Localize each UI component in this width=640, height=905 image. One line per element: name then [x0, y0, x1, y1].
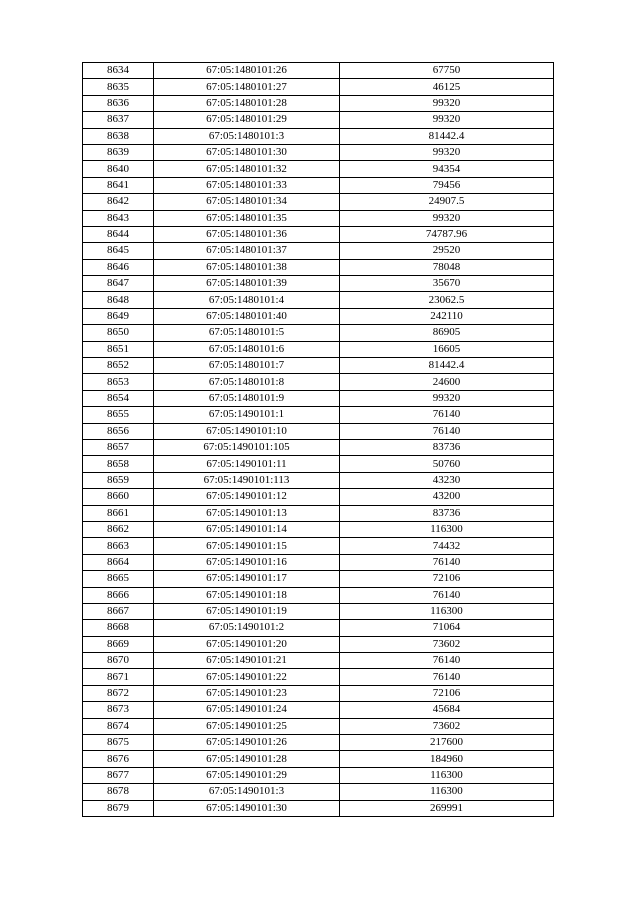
cadastral-number-cell: 67:05:1490101:29 [154, 767, 340, 783]
table-row [83, 177, 554, 193]
table-row [83, 423, 554, 439]
cadastral-number-cell: 67:05:1480101:34 [154, 194, 340, 210]
table-row [83, 292, 554, 308]
cadastral-number-cell: 67:05:1480101:9 [154, 390, 340, 406]
row-number-cell: 8666 [83, 587, 154, 603]
cadastral-number-cell: 67:05:1490101:20 [154, 636, 340, 652]
value-cell: 79456 [340, 177, 554, 193]
table-row [83, 456, 554, 472]
cadastral-number-cell: 67:05:1480101:32 [154, 161, 340, 177]
value-cell: 73602 [340, 636, 554, 652]
row-number-cell: 8651 [83, 341, 154, 357]
value-cell: 116300 [340, 767, 554, 783]
cadastral-number-cell: 67:05:1490101:25 [154, 718, 340, 734]
cadastral-number-cell: 67:05:1480101:6 [154, 341, 340, 357]
row-number-cell: 8655 [83, 407, 154, 423]
value-cell: 76140 [340, 423, 554, 439]
table-row [83, 259, 554, 275]
table-row [83, 472, 554, 488]
row-number-cell: 8657 [83, 439, 154, 455]
table-row [83, 226, 554, 242]
row-number-cell: 8643 [83, 210, 154, 226]
value-cell: 29520 [340, 243, 554, 259]
value-cell: 184960 [340, 751, 554, 767]
row-number-cell: 8645 [83, 243, 154, 259]
table-row [83, 653, 554, 669]
row-number-cell: 8659 [83, 472, 154, 488]
cadastral-number-cell: 67:05:1490101:13 [154, 505, 340, 521]
row-number-cell: 8672 [83, 685, 154, 701]
row-number-cell: 8678 [83, 784, 154, 800]
row-number-cell: 8634 [83, 63, 154, 79]
row-number-cell: 8664 [83, 554, 154, 570]
table-row [83, 489, 554, 505]
row-number-cell: 8673 [83, 702, 154, 718]
table-row [83, 800, 554, 816]
value-cell: 23062.5 [340, 292, 554, 308]
table-row [83, 784, 554, 800]
row-number-cell: 8648 [83, 292, 154, 308]
cadastral-number-cell: 67:05:1480101:33 [154, 177, 340, 193]
value-cell: 16605 [340, 341, 554, 357]
table-row [83, 767, 554, 783]
table-row [83, 79, 554, 95]
cadastral-number-cell: 67:05:1490101:17 [154, 571, 340, 587]
row-number-cell: 8679 [83, 800, 154, 816]
value-cell: 72106 [340, 685, 554, 701]
row-number-cell: 8662 [83, 521, 154, 537]
cadastral-number-cell: 67:05:1490101:22 [154, 669, 340, 685]
table-row [83, 95, 554, 111]
cadastral-number-cell: 67:05:1480101:40 [154, 308, 340, 324]
table-row [83, 63, 554, 79]
table-row [83, 521, 554, 537]
cadastral-number-cell: 67:05:1480101:4 [154, 292, 340, 308]
value-cell: 46125 [340, 79, 554, 95]
cadastral-number-cell: 67:05:1490101:15 [154, 538, 340, 554]
value-cell: 71064 [340, 620, 554, 636]
value-cell: 72106 [340, 571, 554, 587]
table-row [83, 407, 554, 423]
table-row [83, 538, 554, 554]
value-cell: 116300 [340, 603, 554, 619]
cadastral-number-cell: 67:05:1490101:28 [154, 751, 340, 767]
table-row [83, 505, 554, 521]
row-number-cell: 8675 [83, 735, 154, 751]
value-cell: 99320 [340, 95, 554, 111]
row-number-cell: 8677 [83, 767, 154, 783]
data-table [82, 62, 554, 817]
cadastral-number-cell: 67:05:1490101:26 [154, 735, 340, 751]
cadastral-number-cell: 67:05:1490101:11 [154, 456, 340, 472]
table-row [83, 685, 554, 701]
table-row [83, 144, 554, 160]
table-row [83, 243, 554, 259]
row-number-cell: 8671 [83, 669, 154, 685]
row-number-cell: 8640 [83, 161, 154, 177]
value-cell: 94354 [340, 161, 554, 177]
table-row [83, 718, 554, 734]
cadastral-number-cell: 67:05:1480101:37 [154, 243, 340, 259]
value-cell: 67750 [340, 63, 554, 79]
table-row [83, 603, 554, 619]
value-cell: 76140 [340, 554, 554, 570]
table-row [83, 636, 554, 652]
row-number-cell: 8668 [83, 620, 154, 636]
table-row [83, 276, 554, 292]
cadastral-number-cell: 67:05:1490101:113 [154, 472, 340, 488]
value-cell: 73602 [340, 718, 554, 734]
value-cell: 24907.5 [340, 194, 554, 210]
row-number-cell: 8676 [83, 751, 154, 767]
cadastral-number-cell: 67:05:1480101:5 [154, 325, 340, 341]
cadastral-number-cell: 67:05:1490101:3 [154, 784, 340, 800]
row-number-cell: 8661 [83, 505, 154, 521]
table-row [83, 161, 554, 177]
value-cell: 45684 [340, 702, 554, 718]
value-cell: 24600 [340, 374, 554, 390]
cadastral-number-cell: 67:05:1490101:30 [154, 800, 340, 816]
value-cell: 76140 [340, 669, 554, 685]
table-row [83, 620, 554, 636]
cadastral-number-cell: 67:05:1480101:8 [154, 374, 340, 390]
value-cell: 83736 [340, 439, 554, 455]
row-number-cell: 8638 [83, 128, 154, 144]
row-number-cell: 8652 [83, 358, 154, 374]
cadastral-number-cell: 67:05:1480101:29 [154, 112, 340, 128]
table-row [83, 571, 554, 587]
row-number-cell: 8646 [83, 259, 154, 275]
row-number-cell: 8656 [83, 423, 154, 439]
row-number-cell: 8654 [83, 390, 154, 406]
row-number-cell: 8649 [83, 308, 154, 324]
cadastral-number-cell: 67:05:1480101:3 [154, 128, 340, 144]
cadastral-number-cell: 67:05:1480101:38 [154, 259, 340, 275]
value-cell: 99320 [340, 112, 554, 128]
value-cell: 76140 [340, 587, 554, 603]
cadastral-number-cell: 67:05:1480101:26 [154, 63, 340, 79]
cadastral-number-cell: 67:05:1490101:16 [154, 554, 340, 570]
row-number-cell: 8669 [83, 636, 154, 652]
value-cell: 43230 [340, 472, 554, 488]
cadastral-number-cell: 67:05:1480101:39 [154, 276, 340, 292]
table-row [83, 751, 554, 767]
table-row [83, 554, 554, 570]
cadastral-number-cell: 67:05:1490101:23 [154, 685, 340, 701]
value-cell: 35670 [340, 276, 554, 292]
value-cell: 99320 [340, 210, 554, 226]
value-cell: 76140 [340, 653, 554, 669]
value-cell: 50760 [340, 456, 554, 472]
cadastral-number-cell: 67:05:1480101:30 [154, 144, 340, 160]
value-cell: 76140 [340, 407, 554, 423]
row-number-cell: 8635 [83, 79, 154, 95]
cadastral-number-cell: 67:05:1480101:28 [154, 95, 340, 111]
value-cell: 217600 [340, 735, 554, 751]
value-cell: 99320 [340, 144, 554, 160]
value-cell: 81442.4 [340, 128, 554, 144]
value-cell: 86905 [340, 325, 554, 341]
value-cell: 43200 [340, 489, 554, 505]
value-cell: 74432 [340, 538, 554, 554]
row-number-cell: 8660 [83, 489, 154, 505]
row-number-cell: 8639 [83, 144, 154, 160]
value-cell: 269991 [340, 800, 554, 816]
table-row [83, 112, 554, 128]
cadastral-number-cell: 67:05:1480101:36 [154, 226, 340, 242]
cadastral-number-cell: 67:05:1490101:1 [154, 407, 340, 423]
table-row [83, 210, 554, 226]
value-cell: 81442.4 [340, 358, 554, 374]
row-number-cell: 8650 [83, 325, 154, 341]
value-cell: 78048 [340, 259, 554, 275]
cadastral-number-cell: 67:05:1490101:19 [154, 603, 340, 619]
row-number-cell: 8644 [83, 226, 154, 242]
value-cell: 242110 [340, 308, 554, 324]
cadastral-number-cell: 67:05:1490101:24 [154, 702, 340, 718]
table-row [83, 194, 554, 210]
value-cell: 99320 [340, 390, 554, 406]
value-cell: 74787.96 [340, 226, 554, 242]
cadastral-number-cell: 67:05:1490101:12 [154, 489, 340, 505]
cadastral-number-cell: 67:05:1480101:7 [154, 358, 340, 374]
row-number-cell: 8663 [83, 538, 154, 554]
table-row [83, 325, 554, 341]
table-row [83, 374, 554, 390]
table-row [83, 128, 554, 144]
row-number-cell: 8637 [83, 112, 154, 128]
row-number-cell: 8653 [83, 374, 154, 390]
cadastral-number-cell: 67:05:1490101:105 [154, 439, 340, 455]
cadastral-number-cell: 67:05:1490101:2 [154, 620, 340, 636]
table-row [83, 587, 554, 603]
value-cell: 83736 [340, 505, 554, 521]
row-number-cell: 8667 [83, 603, 154, 619]
table-row [83, 341, 554, 357]
table-row [83, 669, 554, 685]
cadastral-number-cell: 67:05:1480101:27 [154, 79, 340, 95]
table-row [83, 390, 554, 406]
cadastral-number-cell: 67:05:1480101:35 [154, 210, 340, 226]
row-number-cell: 8641 [83, 177, 154, 193]
cadastral-number-cell: 67:05:1490101:18 [154, 587, 340, 603]
table-row [83, 358, 554, 374]
row-number-cell: 8658 [83, 456, 154, 472]
table-row [83, 735, 554, 751]
row-number-cell: 8674 [83, 718, 154, 734]
cadastral-number-cell: 67:05:1490101:14 [154, 521, 340, 537]
cadastral-number-cell: 67:05:1490101:21 [154, 653, 340, 669]
row-number-cell: 8636 [83, 95, 154, 111]
table-body [83, 63, 554, 817]
cadastral-number-cell: 67:05:1490101:10 [154, 423, 340, 439]
value-cell: 116300 [340, 521, 554, 537]
table-row [83, 439, 554, 455]
row-number-cell: 8670 [83, 653, 154, 669]
row-number-cell: 8665 [83, 571, 154, 587]
table-row [83, 702, 554, 718]
table-row [83, 308, 554, 324]
row-number-cell: 8642 [83, 194, 154, 210]
value-cell: 116300 [340, 784, 554, 800]
row-number-cell: 8647 [83, 276, 154, 292]
